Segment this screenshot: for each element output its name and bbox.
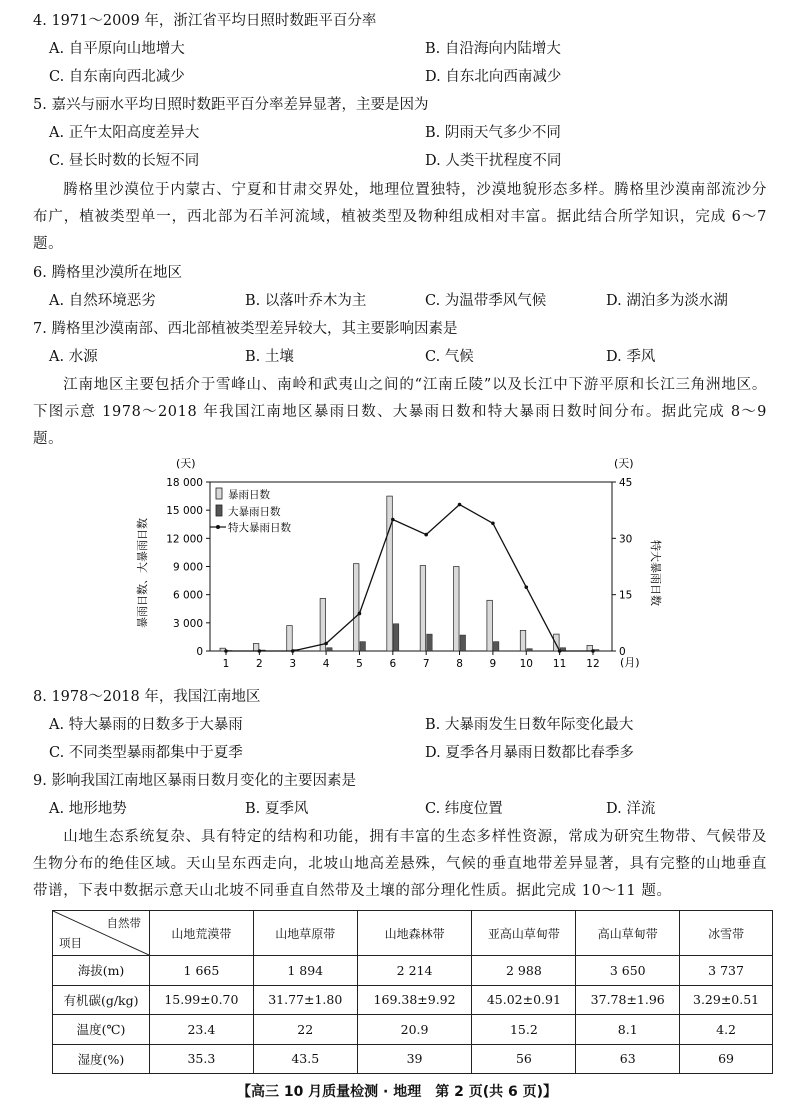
bar-heavy-rainstorm-days	[427, 634, 433, 651]
point-extreme-rainstorm-days	[491, 522, 495, 526]
corner-bottom-label: 项目	[59, 936, 82, 950]
table-cell: 1 665	[150, 956, 254, 986]
legend-label-rain: 暴雨日数	[228, 489, 270, 501]
legend-label-heavy: 大暴雨日数	[228, 506, 281, 518]
q7-option-d: D. 季风	[606, 349, 656, 365]
x-tick-label: 4	[322, 658, 330, 670]
right-axis-title: 特大暴雨日数	[649, 540, 662, 606]
point-extreme-rainstorm-days	[291, 649, 295, 653]
x-tick-label: 10	[519, 658, 533, 670]
bar-heavy-rainstorm-days	[327, 648, 333, 651]
x-tick-label: 6	[389, 658, 397, 670]
table-cell: 4.2	[680, 1015, 773, 1045]
bar-rainstorm-days	[287, 626, 293, 651]
q4-option-d: D. 自东北向西南减少	[425, 69, 562, 85]
table-row	[53, 1044, 773, 1074]
right-tick-label: 30	[619, 533, 633, 546]
table-cell: 22	[253, 1015, 357, 1045]
q5-option-d: D. 人类干扰程度不同	[425, 153, 562, 169]
x-tick-label: 2	[256, 658, 263, 670]
q4-option-b: B. 自沿海向内陆增大	[425, 41, 561, 57]
point-extreme-rainstorm-days	[424, 533, 428, 537]
q7-stem: 7. 腾格里沙漠南部、西北部植被类型差异较大，其主要影响因素是	[33, 321, 458, 337]
left-tick-label: 12 000	[166, 533, 203, 546]
left-tick-label: 15 000	[166, 505, 203, 518]
table-corner-cell	[53, 911, 150, 956]
table-row	[53, 985, 773, 1015]
table-cell: 2 214	[357, 956, 472, 986]
rainstorm-chart	[130, 455, 670, 680]
left-unit-label: (天)	[176, 457, 196, 470]
bar-heavy-rainstorm-days	[460, 635, 466, 651]
soil-properties-table	[52, 910, 773, 1074]
table-cell: 56	[472, 1044, 576, 1074]
x-tick-label: 11	[552, 658, 567, 670]
left-tick-label: 3 000	[172, 617, 203, 630]
table-cell: 37.78±1.96	[576, 985, 680, 1015]
row-label: 温度(℃)	[53, 1015, 150, 1045]
x-tick-label: 3	[289, 658, 297, 670]
q9-option-b: B. 夏季风	[245, 801, 309, 817]
point-extreme-rainstorm-days	[258, 649, 262, 653]
table-cell: 169.38±9.92	[357, 985, 472, 1015]
table-cell: 2 988	[472, 956, 576, 986]
column-header: 亚高山草甸带	[472, 911, 576, 956]
right-tick-label: 45	[619, 477, 633, 489]
right-tick-label: 0	[619, 646, 626, 658]
q4-stem: 4. 1971～2009 年，浙江省平均日照时数距平百分率	[33, 13, 377, 29]
page-footer: 【高三 10 月质量检测 · 地理 第 2 页(共 6 页)】	[236, 1084, 558, 1100]
q8-option-c: C. 不同类型暴雨都集中于夏季	[49, 745, 243, 761]
table-cell: 3 737	[680, 956, 773, 986]
passage-tengger	[33, 177, 767, 258]
q4-option-c: C. 自东南向西北减少	[49, 69, 185, 85]
bar-rainstorm-days	[454, 567, 460, 652]
q7-option-a: A. 水源	[49, 349, 98, 365]
table-cell: 1 894	[253, 956, 357, 986]
passage-jiangnan	[33, 372, 767, 453]
table-cell: 45.02±0.91	[472, 985, 576, 1015]
x-tick-label: 12	[586, 658, 600, 670]
table-cell: 39	[357, 1044, 472, 1074]
left-axis-title: 暴雨日数、大暴雨日数	[136, 518, 149, 628]
bar-heavy-rainstorm-days	[360, 642, 366, 651]
point-extreme-rainstorm-days	[358, 612, 362, 616]
right-tick-label: 15	[619, 589, 633, 602]
table-cell: 3.29±0.51	[680, 985, 773, 1015]
legend-swatch-heavy	[216, 505, 222, 516]
left-tick-label: 18 000	[166, 477, 203, 489]
q8-option-a: A. 特大暴雨的日数多于大暴雨	[49, 717, 243, 733]
x-tick-label: 9	[489, 658, 497, 670]
point-extreme-rainstorm-days	[458, 503, 462, 507]
q6-option-b: B. 以落叶乔木为主	[245, 293, 367, 309]
table-cell: 43.5	[253, 1044, 357, 1074]
left-tick-label: 0	[196, 646, 203, 658]
q6-option-a: A. 自然环境恶劣	[49, 293, 156, 309]
column-header: 山地荒漠带	[150, 911, 254, 956]
point-extreme-rainstorm-days	[391, 518, 395, 522]
rainstorm-chart-svg	[130, 455, 670, 680]
left-tick-label: 6 000	[172, 589, 203, 602]
x-tick-label: 8	[456, 658, 463, 670]
column-header: 冰雪带	[680, 911, 773, 956]
bar-heavy-rainstorm-days	[527, 649, 533, 651]
x-tick-label: 1	[222, 658, 230, 670]
table-cell: 20.9	[357, 1015, 472, 1045]
q5-option-a: A. 正午太阳高度差异大	[49, 125, 200, 141]
q5-stem: 5. 嘉兴与丽水平均日照时数距平百分率差异显著，主要是因为	[33, 97, 429, 113]
row-label: 湿度(%)	[53, 1044, 150, 1074]
table-cell: 3 650	[576, 956, 680, 986]
column-header: 山地草原带	[253, 911, 357, 956]
q9-stem: 9. 影响我国江南地区暴雨日数月变化的主要因素是	[33, 773, 356, 789]
q7-option-c: C. 气候	[425, 349, 474, 365]
bar-rainstorm-days	[420, 566, 426, 651]
legend-swatch-rain	[216, 488, 222, 499]
bar-heavy-rainstorm-days	[493, 642, 499, 651]
passage-jiangnan-text: 江南地区主要包括介于雪峰山、南岭和武夷山之间的“江南丘陵”以及长江中下游平原和长江三角洲地区。下图示意 1978～2018 年我国江南地区暴雨日数、大暴雨日数和特大暴雨日数时间分布。据此完成 8～9 题。	[33, 377, 767, 447]
bar-heavy-rainstorm-days	[393, 624, 399, 651]
point-extreme-rainstorm-days	[324, 642, 328, 646]
q9-option-d: D. 洋流	[606, 801, 656, 817]
table-row	[53, 956, 773, 986]
q8-stem: 8. 1978～2018 年，我国江南地区	[33, 689, 261, 705]
q8-option-d: D. 夏季各月暴雨日数都比春季多	[425, 745, 634, 761]
legend-label-extreme: 特大暴雨日数	[228, 522, 291, 534]
column-header: 山地森林带	[357, 911, 472, 956]
legend	[210, 488, 291, 534]
table-cell: 15.2	[472, 1015, 576, 1045]
table-cell: 23.4	[150, 1015, 254, 1045]
q9-option-c: C. 纬度位置	[425, 801, 503, 817]
q6-option-d: D. 湖泊多为淡水湖	[606, 293, 728, 309]
x-tick-label: 7	[422, 658, 430, 670]
bar-rainstorm-days	[487, 600, 493, 651]
right-unit-label: (天)	[614, 457, 634, 470]
passage-tengger-text: 腾格里沙漠位于内蒙古、宁夏和甘肃交界处，地理位置独特，沙漠地貌形态多样。腾格里沙漠南部流沙分布广，植被类型单一，西北部为石羊河流域，植被类型及物种组成相对丰富。据此结合所学知识，完成 6～7 题。	[33, 182, 767, 252]
passage-tianshan	[33, 824, 767, 905]
row-label: 有机碳(g/kg)	[53, 985, 150, 1015]
q6-option-c: C. 为温带季风气候	[425, 293, 547, 309]
table-cell: 15.99±0.70	[150, 985, 254, 1015]
left-tick-label: 9 000	[172, 561, 203, 574]
point-extreme-rainstorm-days	[224, 649, 228, 653]
passage-tianshan-text: 山地生态系统复杂、具有特定的结构和功能，拥有丰富的生态多样性资源，常成为研究生物带、气候带及生物分布的绝佳区域。天山呈东西走向，北坡山地高差悬殊，气候的垂直地带差异显著，具有完整的山地垂直带谱，下表中数据示意天山北坡不同垂直自然带及土壤的部分理化性质。据此完成 10～11 题。	[33, 829, 767, 899]
table-row	[53, 1015, 773, 1045]
q7-option-b: B. 土壤	[245, 349, 294, 365]
column-header: 高山草甸带	[576, 911, 680, 956]
table-cell: 8.1	[576, 1015, 680, 1045]
table-cell: 63	[576, 1044, 680, 1074]
point-extreme-rainstorm-days	[558, 649, 562, 653]
q5-option-c: C. 昼长时数的长短不同	[49, 153, 200, 169]
table-cell: 69	[680, 1044, 773, 1074]
q6-stem: 6. 腾格里沙漠所在地区	[33, 265, 182, 281]
corner-top-label: 自然带	[106, 916, 141, 930]
x-tick-label: 5	[356, 658, 363, 670]
point-extreme-rainstorm-days	[591, 649, 595, 653]
q4-option-a: A. 自平原向山地增大	[49, 41, 185, 57]
point-extreme-rainstorm-days	[524, 585, 528, 589]
table-cell: 31.77±1.80	[253, 985, 357, 1015]
bar-rainstorm-days	[520, 630, 526, 651]
table-cell: 35.3	[150, 1044, 254, 1074]
table-header-row	[53, 911, 773, 956]
legend-marker-extreme	[216, 525, 220, 529]
q8-option-b: B. 大暴雨发生日数年际变化最大	[425, 717, 634, 733]
q9-option-a: A. 地形地势	[49, 801, 127, 817]
bar-rainstorm-days	[353, 564, 359, 651]
q5-option-b: B. 阴雨天气多少不同	[425, 125, 561, 141]
row-label: 海拔(m)	[53, 956, 150, 986]
x-axis-label: (月)	[620, 656, 640, 669]
